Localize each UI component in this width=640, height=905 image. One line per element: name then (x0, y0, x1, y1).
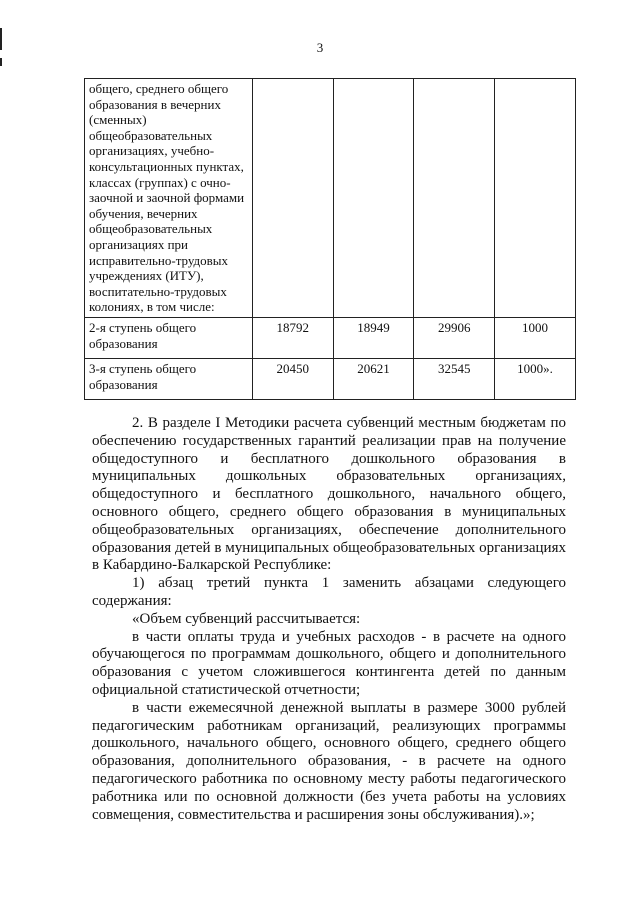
table-cell-value: 1000 (495, 317, 576, 358)
table-row (85, 317, 576, 358)
paragraph-item-1: 1) абзац третий пункта 1 заменить абзацами следующего содержания: (92, 575, 566, 609)
table-cell-value: 20621 (333, 358, 414, 399)
table-cell-value (333, 79, 414, 318)
table-row (85, 79, 576, 318)
table-row (85, 358, 576, 399)
table-cell-value: 1000». (495, 358, 576, 399)
table-cell-value: 20450 (252, 358, 333, 399)
document-body (92, 415, 566, 824)
table-cell-value: 18792 (252, 317, 333, 358)
subvention-table (84, 78, 576, 400)
table-cell-label: 3-я ступень общего образования (85, 358, 253, 399)
paragraph-section-2: 2. В разделе I Методики расчета субвенций местным бюджетам по обеспечению государственных гарантий реализации прав на получение общедоступного и бесплатного дошкольного образования в муниципальных дошкольных образовательных организациях, общедоступного и бесплатного дошкольного, начального общего, основного общего, среднего общего образования в муниципальных общеобразовательных организациях, обеспечение дополнительного образования детей в муниципальных общеобразовательных организациях в Кабардино-Балкарской Республике: (92, 415, 566, 574)
table-cell-label: общего, среднего общего образования в вечерних (сменных) общеобразовательных организациях, учебно-консультационных пунктах, классах (группах) с очно-заочной и заочной формами обучения, вечерних общеобразовательных организациях при исправительно-трудовых учреждениях (ИТУ), воспитательно-трудовых колониях, в том числе: (85, 79, 253, 318)
table-cell-label: 2-я ступень общего образования (85, 317, 253, 358)
page-number: 3 (316, 40, 324, 55)
table-cell-value: 18949 (333, 317, 414, 358)
paragraph-labor-costs: в части оплаты труда и учебных расходов - в расчете на одного обучающегося по программам дошкольного, общего и дополнительного образования с учетом сложившегося контингента детей по данным официальной статистической отчетности; (92, 628, 566, 698)
table-cell-value: 32545 (414, 358, 495, 399)
table-cell-value (414, 79, 495, 318)
table-cell-value (495, 79, 576, 318)
scan-edge-mark (0, 58, 5, 66)
table-cell-value (252, 79, 333, 318)
paragraph-quote-start: «Объем субвенций рассчитывается: (132, 610, 361, 627)
table-cell-value: 29906 (414, 317, 495, 358)
paragraph-monthly-payment: в части ежемесячной денежной выплаты в размере 3000 рублей педагогическим работникам организаций, реализующих программы дошкольного, начального общего, основного общего, среднего общего образования, дополнительного образования, - в расчете на одного педагогического работника по основному месту работы педагогического работника или по основной должности (без учета работы на условиях совмещения, совместительства и расширения зоны обслуживания).»; (92, 699, 566, 823)
